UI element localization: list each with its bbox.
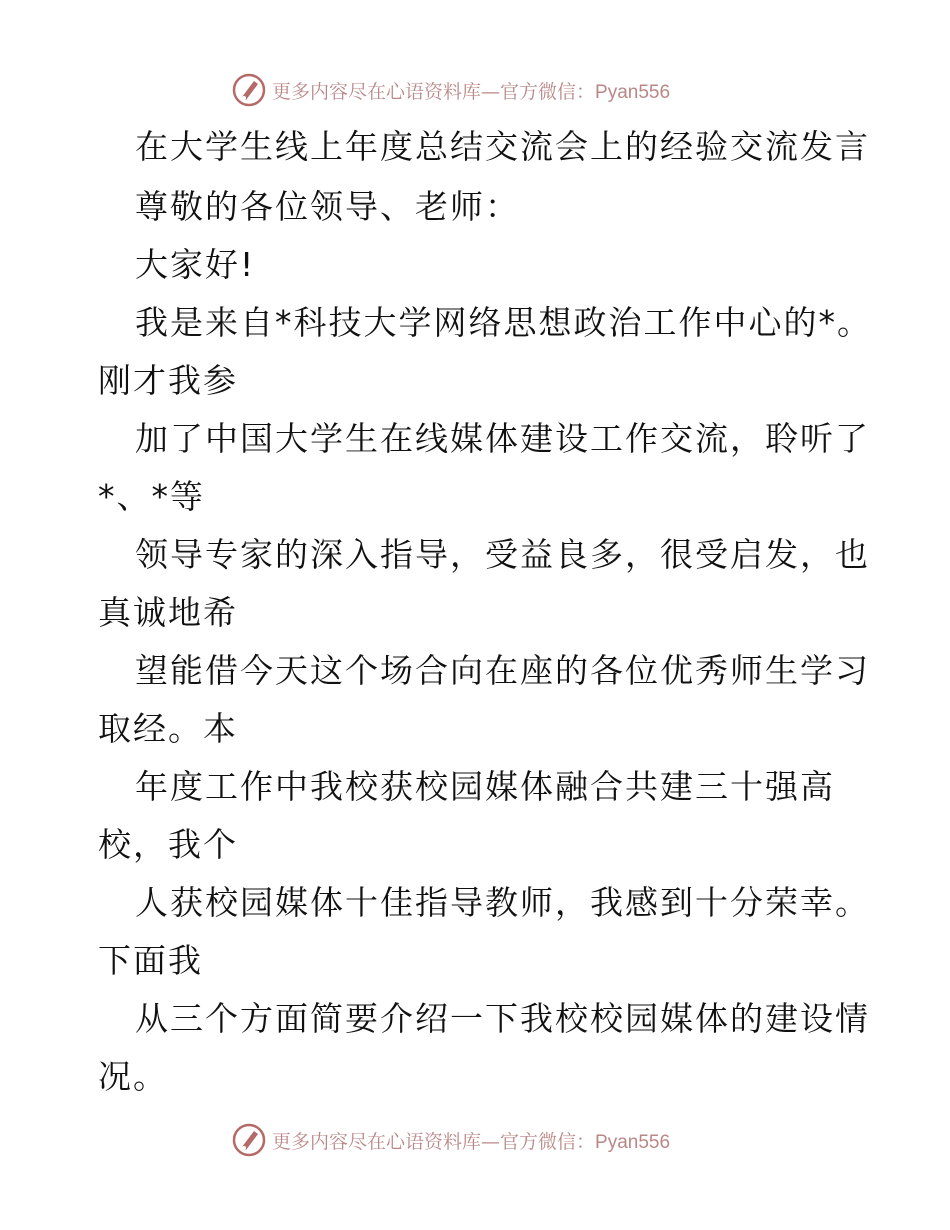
footer-banner — [232, 1122, 712, 1158]
text-line: 从三个方面简要介绍一下我校校园媒体的建设情 — [135, 999, 870, 1038]
text-line: 校，我个 — [98, 825, 238, 864]
text-line: 望能借今天这个场合向在座的各位优秀师生学习 — [135, 651, 870, 690]
pen-logo-icon — [232, 73, 266, 107]
text-line: 加了中国大学生在线媒体建设工作交流，聆听了 — [135, 419, 870, 458]
banner-contact: 官方微信：Pyan556 — [500, 1131, 671, 1153]
document-title: 在大学生线上年度总结交流会上的经验交流发言 — [135, 127, 870, 166]
text-line: 年度工作中我校获校园媒体融合共建三十强高 — [135, 767, 835, 806]
text-line: 领导专家的深入指导，受益良多，很受启发，也 — [135, 535, 870, 574]
text-line: 下面我 — [98, 941, 203, 980]
text-line: 人获校园媒体十佳指导教师，我感到十分荣幸。 — [135, 883, 870, 922]
banner-contact: 官方微信：Pyan556 — [500, 81, 671, 103]
header-banner — [232, 72, 712, 108]
text-line: 我是来自*科技大学网络思想政治工作中心的*。 — [135, 303, 872, 342]
text-line: 况。 — [98, 1057, 168, 1096]
text-line: 尊敬的各位领导、老师： — [135, 187, 520, 226]
text-line: 真诚地希 — [98, 593, 238, 632]
text-line: 大家好! — [135, 245, 256, 284]
text-line: 刚才我参 — [98, 361, 238, 400]
pen-logo-icon — [232, 1123, 266, 1157]
text-line: *、*等 — [98, 477, 205, 516]
text-line: 取经。本 — [98, 709, 238, 748]
banner-text: 更多内容尽在心语资料库— — [272, 80, 501, 103]
banner-text: 更多内容尽在心语资料库— — [272, 1130, 501, 1153]
